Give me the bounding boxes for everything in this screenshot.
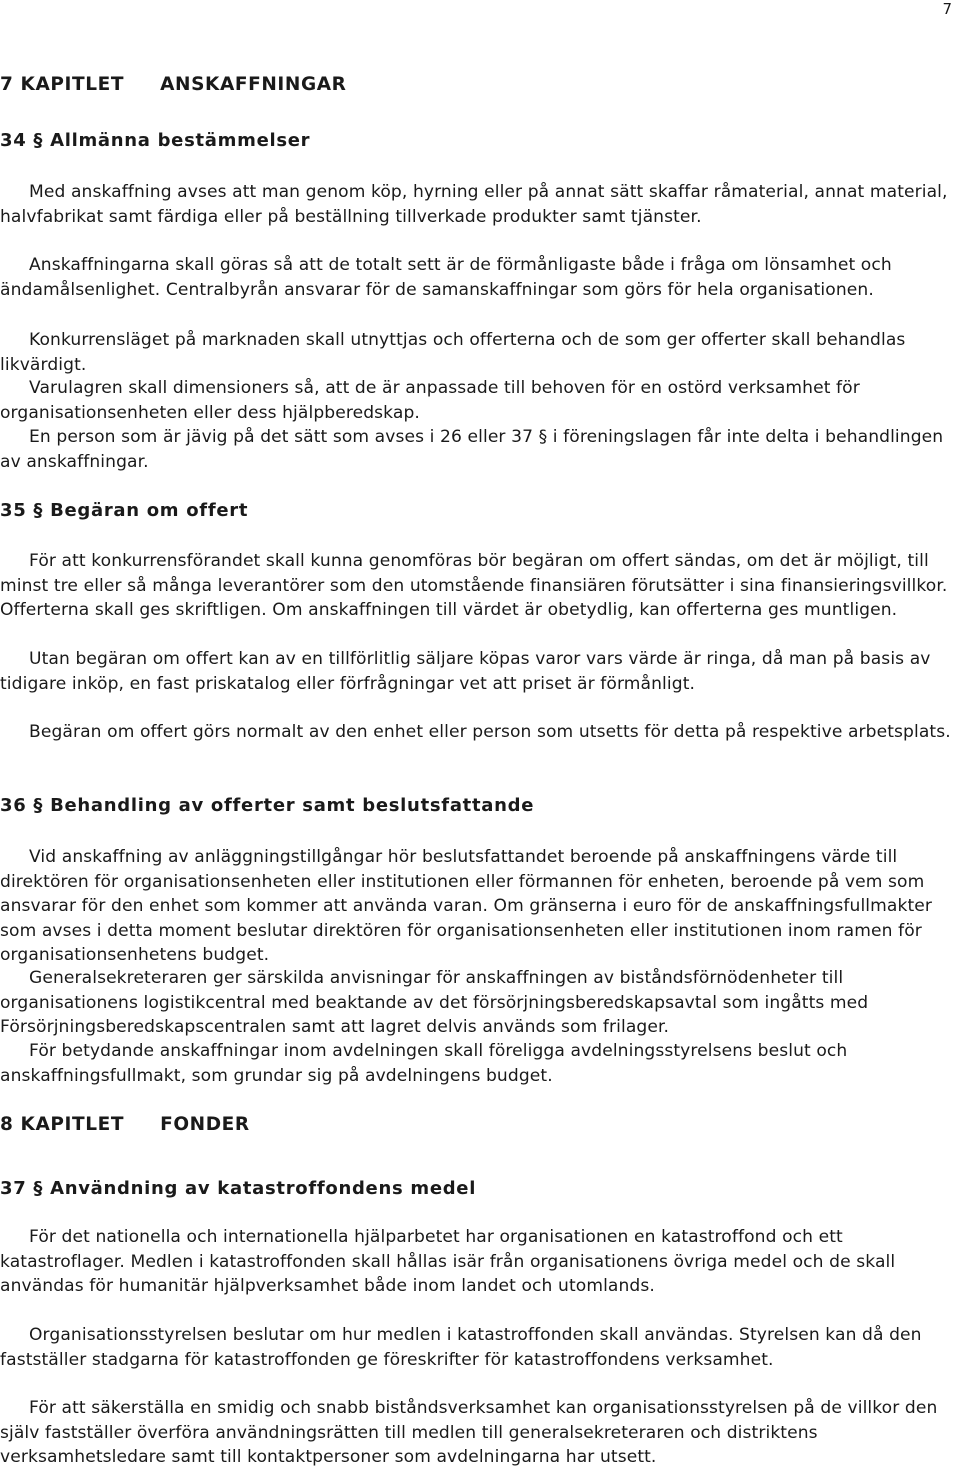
paragraph: För att säkerställa en smidig och snabb biståndsverksamhet kan organisationsstyrelsen på de villkor den själv fastställer överföra användningsrätten till medlen till generalsekreteraren och distriktens verksamhetsledare samt till kontaktpersoner som avdelningarna har utsett. <box>0 1398 938 1467</box>
paragraph: För betydande anskaffningar inom avdelningen skall föreligga avdelningsstyrelsens beslut och anskaffningsfullmakt, som grundar sig på avdelningens budget. <box>0 1041 848 1086</box>
paragraph: Generalsekreteraren ger särskilda anvisningar för anskaffningen av biståndsförnödenheter till organisationens logistikcentral med beaktande av det försörjningsberedskapsavtal som ingåtts med Försörjningsberedskapscentralen samt att lagret delvis används som frilager. <box>0 968 869 1037</box>
section-heading-35: 35 § Begäran om offert <box>0 500 249 521</box>
paragraph: Varulagren skall dimensioners så, att de är anpassade till behoven för en ostörd verksamhet för organisationsenheten eller dess hjälpberedskap. <box>0 378 860 423</box>
paragraph: Vid anskaffning av anläggningstillgångar hör beslutsfattandet beroende på anskaffningens värde till direktören för organisationsenheten eller institutionen eller förmannen för enheten, beroende på vem som ansvarar för den enhet som kommer att använda varan. Om gränserna i euro för de anskaffningsfullmakter som avses i detta moment beslutar direktören för organisationsenheten eller institutionen inom ramen för organisationsenhetens budget. <box>0 847 933 965</box>
chapter-title: ANSKAFFNINGAR <box>160 74 347 95</box>
chapter-title: FONDER <box>160 1114 250 1135</box>
chapter-number: 7 KAPITLET <box>0 74 125 95</box>
paragraph: En person som är jävig på det sätt som avses i 26 eller 37 § i föreningslagen får inte delta i behandlingen av anskaffningar. <box>0 427 944 472</box>
paragraph: Med anskaffning avses att man genom köp, hyrning eller på annat sätt skaffar råmaterial, annat material, halvfabrikat samt färdiga eller på beställning tillverkade produkter samt tjänster. <box>0 182 948 227</box>
paragraph: Konkurrensläget på marknaden skall utnyttjas och offerterna och de som ger offerter skall behandlas likvärdigt. <box>0 330 906 375</box>
paragraph: Begäran om offert görs normalt av den enhet eller person som utsetts för detta på respektive arbetsplats. <box>29 722 951 742</box>
paragraph: Organisationsstyrelsen beslutar om hur medlen i katastroffonden skall användas. Styrelsen kan då den fastställer stadgarna för katastroffonden ge föreskrifter för katastroffondens verksamhet. <box>0 1325 922 1370</box>
paragraph: Utan begäran om offert kan av en tillförlitlig säljare köpas varor vars värde är ringa, då man på basis av tidigare inköp, en fast priskatalog eller förfrågningar vet att priset är förmånligt. <box>0 649 931 694</box>
paragraph: Anskaffningarna skall göras så att de totalt sett är de förmånligaste både i fråga om lönsamhet och ändamålsenlighet. Centralbyrån ansvarar för de samanskaffningar som görs för hela organisationen. <box>0 255 892 300</box>
chapter-number: 8 KAPITLET <box>0 1114 125 1135</box>
section-heading-37: 37 § Användning av katastroffondens medel <box>0 1178 477 1199</box>
paragraph: För att konkurrensförandet skall kunna genomföras bör begäran om offert sändas, om det är möjligt, till minst tre eller så många leverantörer som den utomstående finansiären förutsätter i sina finansieringsvillkor. Offerterna skall ges skriftligen. Om anskaffningen till värdet är obetydlig, kan offerterna ges muntligen. <box>0 551 948 620</box>
chapter-heading-7 <box>0 74 347 95</box>
page-number: 7 <box>942 0 952 18</box>
section-heading-36: 36 § Behandling av offerter samt beslutsfattande <box>0 795 535 816</box>
chapter-heading-8 <box>0 1114 250 1135</box>
paragraph: För det nationella och internationella hjälparbetet har organisationen en katastroffond och ett katastroflager. Medlen i katastroffonden skall hållas isär från organisationens övriga medel och de skall användas för humanitär hjälpverksamhet både inom landet och utomlands. <box>0 1227 896 1296</box>
section-heading-34: 34 § Allmänna bestämmelser <box>0 130 311 151</box>
